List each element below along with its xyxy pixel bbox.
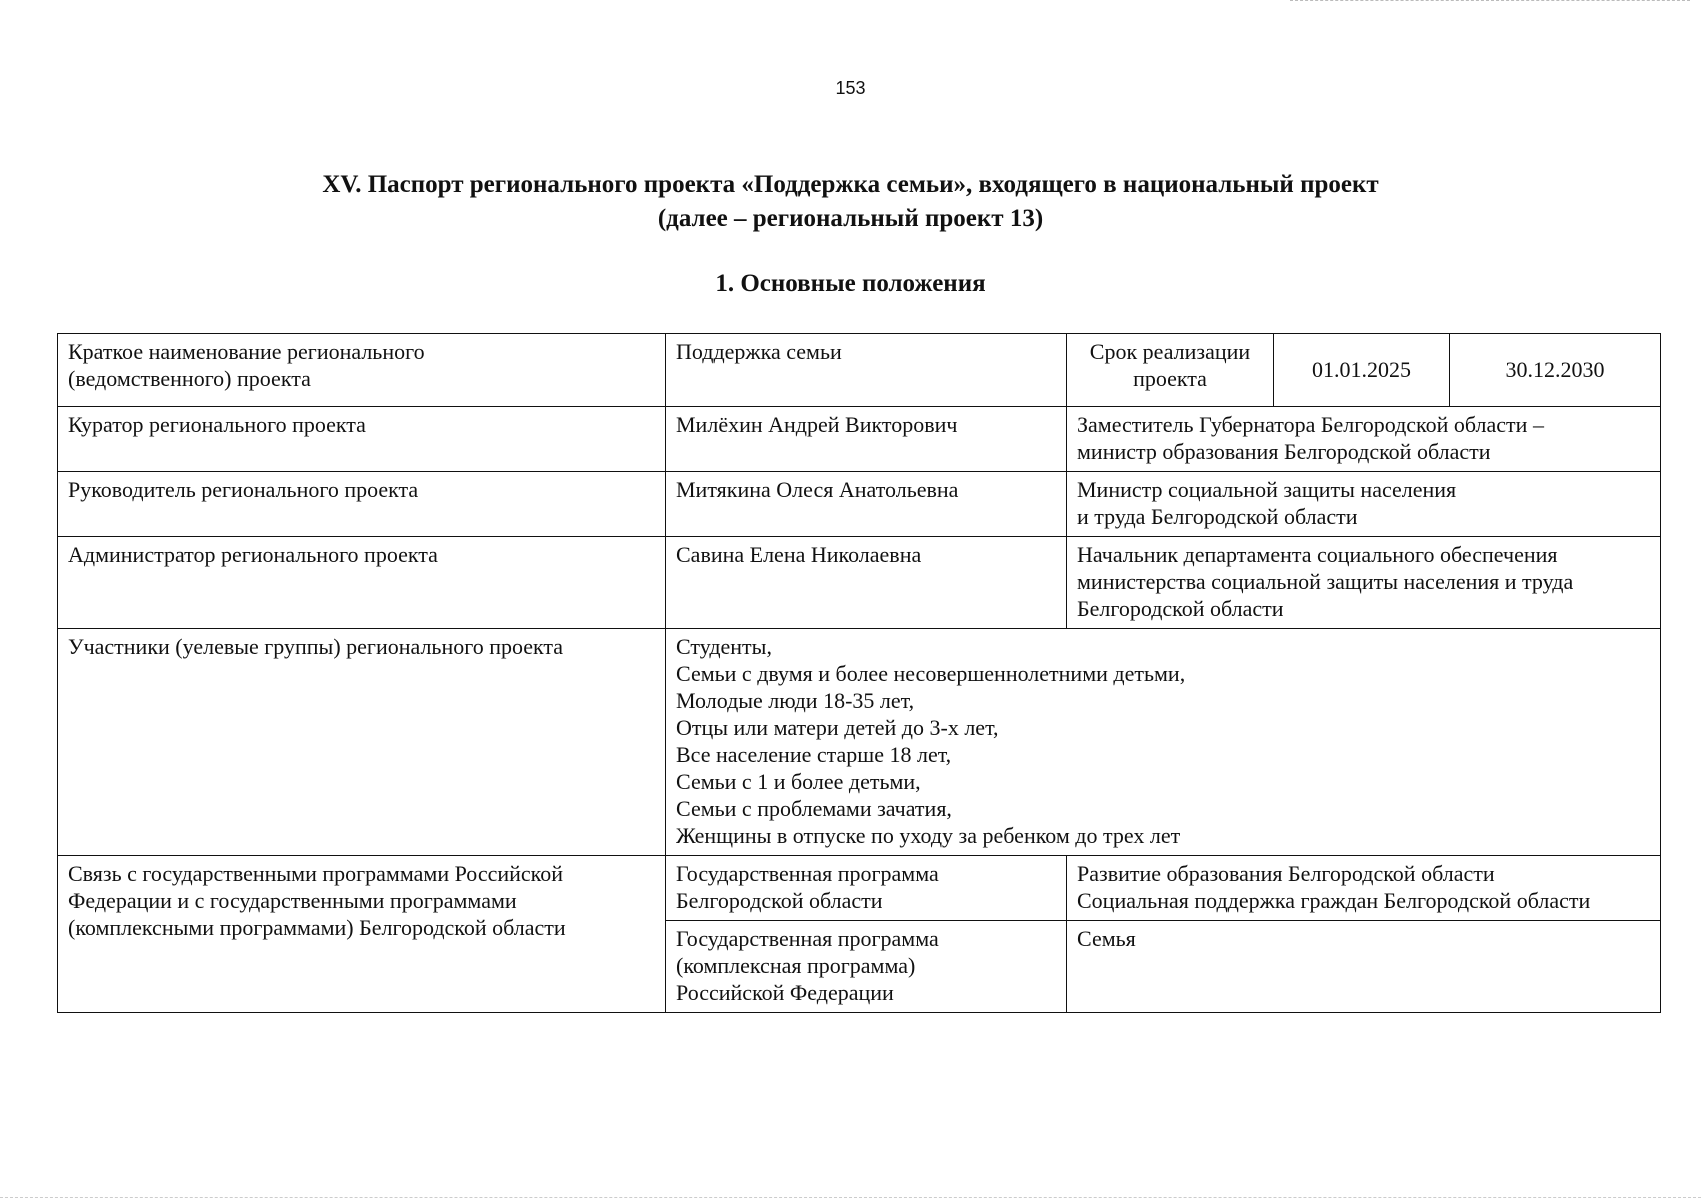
federal-program: Семья [1067, 921, 1661, 1013]
head-position: Министр социальной защиты населения и труда Белгородской области [1067, 472, 1661, 537]
title-line-1: XV. Паспорт регионального проекта «Поддержка семьи», входящего в национальный проект [322, 171, 1379, 198]
participants-list [666, 629, 1661, 856]
short-name-label: Краткое наименование регионального (ведомственного) проекта [58, 334, 666, 407]
administrator-position: Начальник департамента социального обеспечения министерства социальной защиты населения и труда Белгородской области [1067, 537, 1661, 629]
table-row [58, 856, 1661, 921]
list-item: Семьи с проблемами зачатия, [676, 796, 952, 821]
head-label: Руководитель регионального проекта [58, 472, 666, 537]
list-item: Семьи с двумя и более несовершеннолетними детьми, [676, 661, 1186, 686]
table-row [58, 334, 1661, 407]
scan-edge-top [1290, 0, 1690, 2]
title-line-2: (далее – региональный проект 13) [657, 205, 1044, 232]
federal-program-label: Государственная программа (комплексная программа) Российской Федерации [666, 921, 1067, 1013]
list-item: Молодые люди 18-35 лет, [676, 688, 915, 713]
list-item: Студенты, [676, 634, 772, 659]
list-item: Женщины в отпуске по уходу за ребенком до трех лет [676, 823, 1181, 848]
section-heading: 1. Основные положения [715, 270, 986, 297]
administrator-name: Савина Елена Николаевна [666, 537, 1067, 629]
end-date: 30.12.2030 [1450, 334, 1661, 407]
regional-program-label: Государственная программа Белгородской области [666, 856, 1067, 921]
curator-position: Заместитель Губернатора Белгородской области – министр образования Белгородской области [1067, 407, 1661, 472]
participants-label: Участники (уелевые группы) регионального проекта [58, 629, 666, 856]
table-row [58, 472, 1661, 537]
project-passport-table [57, 333, 1661, 1013]
curator-label: Куратор регионального проекта [58, 407, 666, 472]
list-item: Социальная поддержка граждан Белгородской области [1077, 888, 1591, 913]
document-title [0, 168, 1701, 236]
head-name: Митякина Олеся Анатольевна [666, 472, 1067, 537]
page-number: 153 [835, 78, 866, 98]
scan-edge-bottom [0, 1197, 1701, 1199]
curator-name: Милёхин Андрей Викторович [666, 407, 1067, 472]
start-date: 01.01.2025 [1274, 334, 1450, 407]
list-item: Отцы или матери детей до 3-х лет, [676, 715, 999, 740]
list-item: Семьи с 1 и более детьми, [676, 769, 921, 794]
table-row [58, 537, 1661, 629]
short-name-value: Поддержка семьи [666, 334, 1067, 407]
list-item: Развитие образования Белгородской области [1077, 861, 1495, 886]
term-label: Срок реализации проекта [1067, 334, 1274, 407]
table-row [58, 629, 1661, 856]
programs-link-label: Связь с государственными программами Российской Федерации и с государственными программами (комплексными программами) Белгородской области [58, 856, 666, 1013]
regional-programs [1067, 856, 1661, 921]
administrator-label: Администратор регионального проекта [58, 537, 666, 629]
list-item: Все население старше 18 лет, [676, 742, 952, 767]
table-row [58, 407, 1661, 472]
